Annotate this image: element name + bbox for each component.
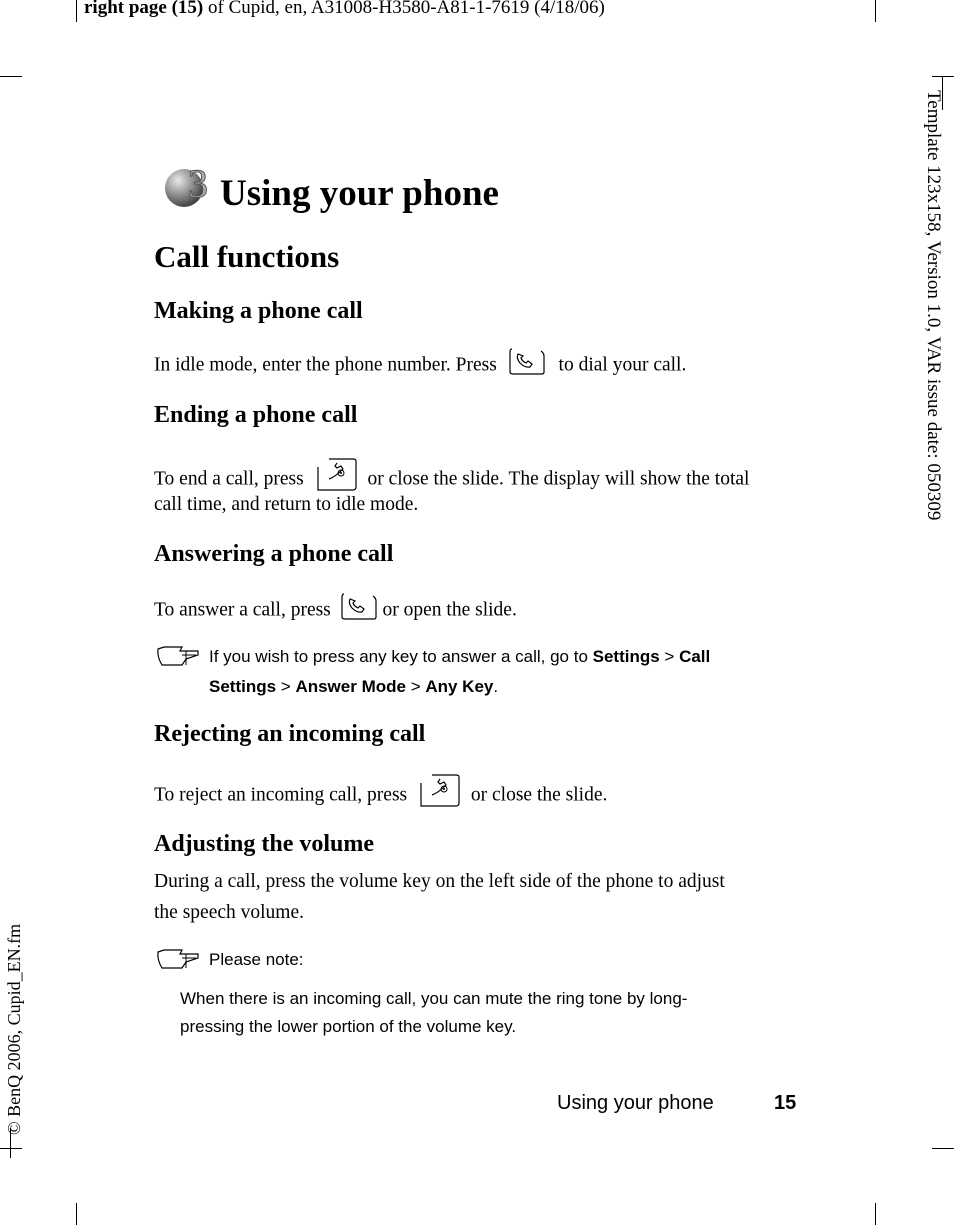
rejecting-call-text	[154, 773, 607, 819]
volume-note-line1: When there is an incoming call, you can mute the ring tone by long-	[180, 989, 688, 1008]
note-hand-icon	[156, 645, 202, 673]
crop-mark	[0, 1148, 22, 1149]
making-call-text-before: In idle mode, enter the phone number. Press	[154, 354, 497, 376]
answer-note-text: If you wish to press any key to answer a call, go to	[209, 647, 593, 666]
call-key-icon	[340, 591, 378, 631]
crop-mark	[76, 0, 77, 22]
call-key-graphic	[340, 591, 378, 621]
crop-mark	[76, 1203, 77, 1225]
menu-answer-mode: Answer Mode	[295, 677, 406, 696]
crop-mark	[875, 0, 876, 22]
ending-call-text-before: To end a call, press	[154, 468, 304, 490]
answer-note-line1	[209, 642, 710, 672]
making-call-text-after: to dial your call.	[553, 354, 687, 376]
volume-heading: Adjusting the volume	[154, 831, 375, 857]
section-title: Call functions	[154, 239, 340, 274]
note-hand-graphic	[156, 645, 202, 669]
answering-call-heading: Answering a phone call	[154, 541, 394, 567]
volume-text-line1: During a call, press the volume key on the left side of the phone to adjust	[154, 871, 725, 892]
volume-text-line2: the speech volume.	[154, 902, 304, 923]
rejecting-call-text-before: To reject an incoming call, press	[154, 784, 408, 806]
note-hand-icon	[156, 948, 202, 976]
menu-settings: Settings	[592, 647, 660, 666]
menu-separator: >	[659, 647, 680, 666]
footer-chapter: Using your phone	[557, 1092, 714, 1114]
note-hand-graphic	[156, 948, 202, 972]
call-key-graphic	[508, 346, 546, 376]
crop-mark	[932, 1148, 954, 1149]
call-key-icon	[508, 346, 546, 386]
chapter-title: Using your phone	[220, 173, 499, 214]
answering-call-text	[154, 591, 517, 631]
end-key-graphic	[418, 773, 462, 809]
print-header-info: of Cupid, en, A31008-H3580-A81-1-7619 (4/18/06)	[203, 0, 605, 18]
print-header-page: right page (15)	[84, 0, 204, 18]
answering-call-text-before: To answer a call, press	[154, 599, 331, 621]
please-note-label: Please note:	[209, 950, 304, 969]
ending-call-line2: call time, and return to idle mode.	[154, 494, 419, 515]
answering-call-text-after: or open the slide.	[377, 599, 517, 621]
note-period: .	[493, 677, 499, 696]
template-info: Template 123x158, Version 1.0, VAR issue date: 050309	[923, 90, 944, 521]
print-header	[84, 0, 605, 19]
menu-settings-2: Settings	[209, 677, 277, 696]
menu-separator: >	[405, 677, 426, 696]
rejecting-call-text-after: or close the slide.	[466, 784, 608, 806]
crop-mark	[932, 76, 954, 77]
making-call-heading: Making a phone call	[154, 298, 363, 324]
menu-call: Call	[679, 647, 711, 666]
chapter-number: 3	[188, 161, 208, 206]
volume-note-line2: pressing the lower portion of the volume key.	[180, 1017, 517, 1036]
chapter-number-badge	[164, 162, 210, 210]
answer-note-line2	[209, 672, 498, 702]
making-call-text	[154, 346, 686, 386]
crop-mark	[875, 1203, 876, 1225]
crop-mark	[0, 76, 22, 77]
rejecting-call-heading: Rejecting an incoming call	[154, 721, 426, 747]
copyright-info: © BenQ 2006, Cupid_EN.fm	[4, 923, 24, 1135]
ending-call-heading: Ending a phone call	[154, 402, 358, 428]
menu-separator: >	[276, 677, 296, 696]
ending-call-text-after: or close the slide. The display will show the total	[362, 468, 750, 490]
end-key-graphic	[315, 457, 359, 493]
page-number: 15	[774, 1092, 797, 1114]
end-key-icon	[418, 773, 462, 819]
menu-any-key: Any Key	[425, 677, 494, 696]
